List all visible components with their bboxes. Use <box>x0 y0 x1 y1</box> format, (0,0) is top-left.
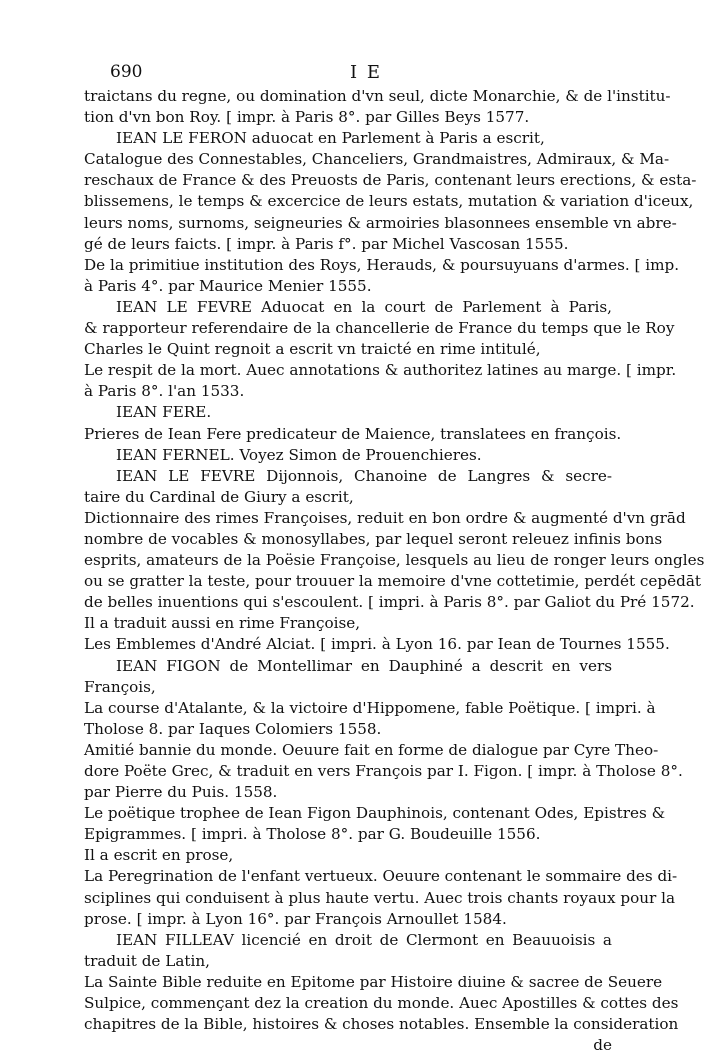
text-line: ou se gratter la teste, pour trouuer la memoire d'vne cottetimie, perdét cepēdāt <box>84 572 702 591</box>
entry-heading: IEAN FILLEAV licencié en droit de Clermont en Beauuoisis a <box>116 930 612 949</box>
text-line: Sulpice, commençant dez la creation du monde. Auec Apostilles & cottes des <box>84 994 679 1013</box>
page-header <box>110 62 610 86</box>
text-line: Le respit de la mort. Auec annotations & authoritez latines au marge. [ impr. <box>84 361 677 380</box>
entry-heading: IEAN LE FEVRE Dijonnois, Chanoine de Langres & secre- <box>116 466 612 485</box>
entry-heading: IEAN LE FEVRE Aduocat en la court de Parlement à Paris, <box>116 297 612 316</box>
text-line: Prieres de Iean Fere predicateur de Maience, translatees en françois. <box>84 424 622 443</box>
text-line: Amitié bannie du monde. Oeuure fait en forme de dialogue par Cyre Theo- <box>84 740 659 759</box>
text-line: La Peregrination de l'enfant vertueux. Oeuure contenant le sommaire des di- <box>84 867 678 886</box>
text-line: traduit de Latin, <box>84 951 210 970</box>
text-line: reschaux de France & des Preuosts de Paris, contenant leurs erections, & esta- <box>84 171 697 190</box>
text-line: Les Emblemes d'André Alciat. [ impri. à Lyon 16. par Iean de Tournes 1555. <box>84 635 670 654</box>
text-line: à Paris 8°. l'an 1533. <box>84 382 245 401</box>
entry-heading: IEAN FERNEL. Voyez Simon de Prouenchieres. <box>116 445 482 464</box>
text-line: & rapporteur referendaire de la chancellerie de France du temps que le Roy <box>84 319 675 338</box>
text-line: François, <box>84 677 156 696</box>
text-line: La Sainte Bible reduite en Epitome par Histoire diuine & sacree de Seuere <box>84 972 663 991</box>
text-line: tion d'vn bon Roy. [ impr. à Paris 8°. par Gilles Beys 1577. <box>84 108 530 127</box>
text-line: Tholose 8. par Iaques Colomiers 1558. <box>84 719 382 738</box>
text-line: esprits, amateurs de la Poësie Françoise, lesquels au lieu de ronger leurs ongles <box>84 551 704 570</box>
text-line: Il a traduit aussi en rime Françoise, <box>84 614 361 633</box>
text-line: Catalogue des Connestables, Chanceliers, Grandmaistres, Admiraux, & Ma- <box>84 150 670 169</box>
text-line: De la primitiue institution des Roys, Herauds, & poursuyuans d'armes. [ imp. <box>84 255 680 274</box>
text-line: Il a escrit en prose, <box>84 846 234 865</box>
text-line: leurs noms, surnoms, seigneuries & armoiries blasonnees ensemble vn abre- <box>84 213 677 232</box>
text-line: Dictionnaire des rimes Françoises, reduit en bon ordre & augmenté d'vn grād <box>84 508 686 527</box>
text-line: La course d'Atalante, & la victoire d'Hippomene, fable Poëtique. [ impri. à <box>84 698 656 717</box>
text-line: Charles le Quint regnoit a escrit vn traicté en rime intitulé, <box>84 340 541 359</box>
text-line: de belles inuentions qui s'escoulent. [ impri. à Paris 8°. par Galiot du Pré 1572. <box>84 593 695 612</box>
text-line: à Paris 4°. par Maurice Menier 1555. <box>84 276 372 295</box>
entry-heading: IEAN LE FERON aduocat en Parlement à Paris a escrit, <box>116 129 545 148</box>
running-head: I E <box>350 62 382 83</box>
entry-heading: IEAN FERE. <box>116 403 212 422</box>
text-line: par Pierre du Puis. 1558. <box>84 783 278 802</box>
text-line: traictans du regne, ou domination d'vn seul, dicte Monarchie, & de l'institu- <box>84 87 671 105</box>
text-line: chapitres de la Bible, histoires & choses notables. Ensemble la consideration <box>84 1015 679 1034</box>
text-line: Le poëtique trophee de Iean Figon Dauphinois, contenant Odes, Epistres & <box>84 804 666 823</box>
entry-heading: IEAN FIGON de Montellimar en Dauphiné a descrit en vers <box>116 656 612 675</box>
page-number: 690 <box>110 62 143 82</box>
catchword: de <box>593 1036 612 1055</box>
text-line: prose. [ impr. à Lyon 16°. par François Arnoullet 1584. <box>84 909 507 928</box>
text-line: sciplines qui conduisent à plus haute vertu. Auec trois chants royaux pour la <box>84 888 675 907</box>
text-line: taire du Cardinal de Giury a escrit, <box>84 487 354 506</box>
text-line: blissemens, le temps & excercice de leurs estats, mutation & variation d'iceux, <box>84 192 694 211</box>
text-line: Epigrammes. [ impri. à Tholose 8°. par G. Boudeuille 1556. <box>84 825 541 844</box>
text-line: nombre de vocables & monosyllabes, par lequel seront releuez infinis bons <box>84 529 663 548</box>
text-line: gé de leurs faicts. [ impr. à Paris f°. par Michel Vascosan 1555. <box>84 234 569 253</box>
text-line: dore Poëte Grec, & traduit en vers François par I. Figon. [ impr. à Tholose 8°. <box>84 762 683 780</box>
page-body <box>84 86 704 1056</box>
